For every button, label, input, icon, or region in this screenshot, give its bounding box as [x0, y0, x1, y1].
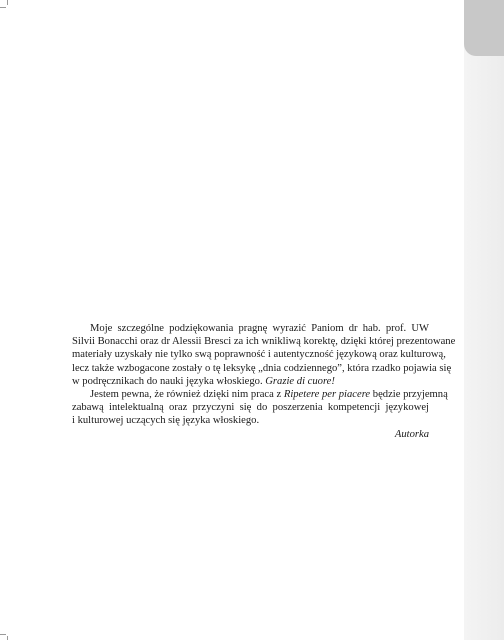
page-edge-strip [464, 0, 504, 640]
text-line: i kulturowej uczących się języka włoskiego. [72, 415, 260, 427]
crop-mark [0, 634, 6, 635]
text-line: Moje szczególne podziękowania pragnę wyrazić Paniom dr hab. prof. UW [90, 323, 429, 334]
paragraph-1 [72, 322, 456, 388]
acknowledgements-text [72, 322, 456, 428]
text-line [72, 375, 429, 388]
signature: Autorka [394, 429, 429, 440]
text-segment: w podręcznikach do nauki języka włoskiego. [72, 375, 266, 387]
text-segment: Jestem pewna, że również dzięki nim praca z [90, 389, 284, 401]
thumb-index-tab [464, 0, 504, 56]
text-line: materiały uzyskały nie tylko swą poprawność i autentyczność językową oraz kulturową, [72, 349, 446, 361]
text-line: lecz także wzbogacone zostały o tę leksykę „dnia codziennego”, która rzadko pojawia się [72, 362, 452, 374]
italic-phrase: Grazie di cuore! [265, 375, 335, 387]
crop-mark [0, 7, 6, 8]
crop-mark [7, 0, 8, 5]
book-title: Ripetere per piacere [283, 389, 371, 401]
text-line: Silvii Bonacchi oraz dr Alessii Bresci za ich wnikliwą korektę, dzięki której prezentowane [72, 336, 456, 348]
text-line: zabawą intelektualną oraz przyczyni się do poszerzenia kompetencji językowej [72, 402, 429, 414]
paragraph-2 [72, 388, 448, 428]
text-segment: będzie przyjemną [370, 389, 448, 401]
crop-mark [7, 636, 8, 640]
text-line [81, 388, 448, 401]
